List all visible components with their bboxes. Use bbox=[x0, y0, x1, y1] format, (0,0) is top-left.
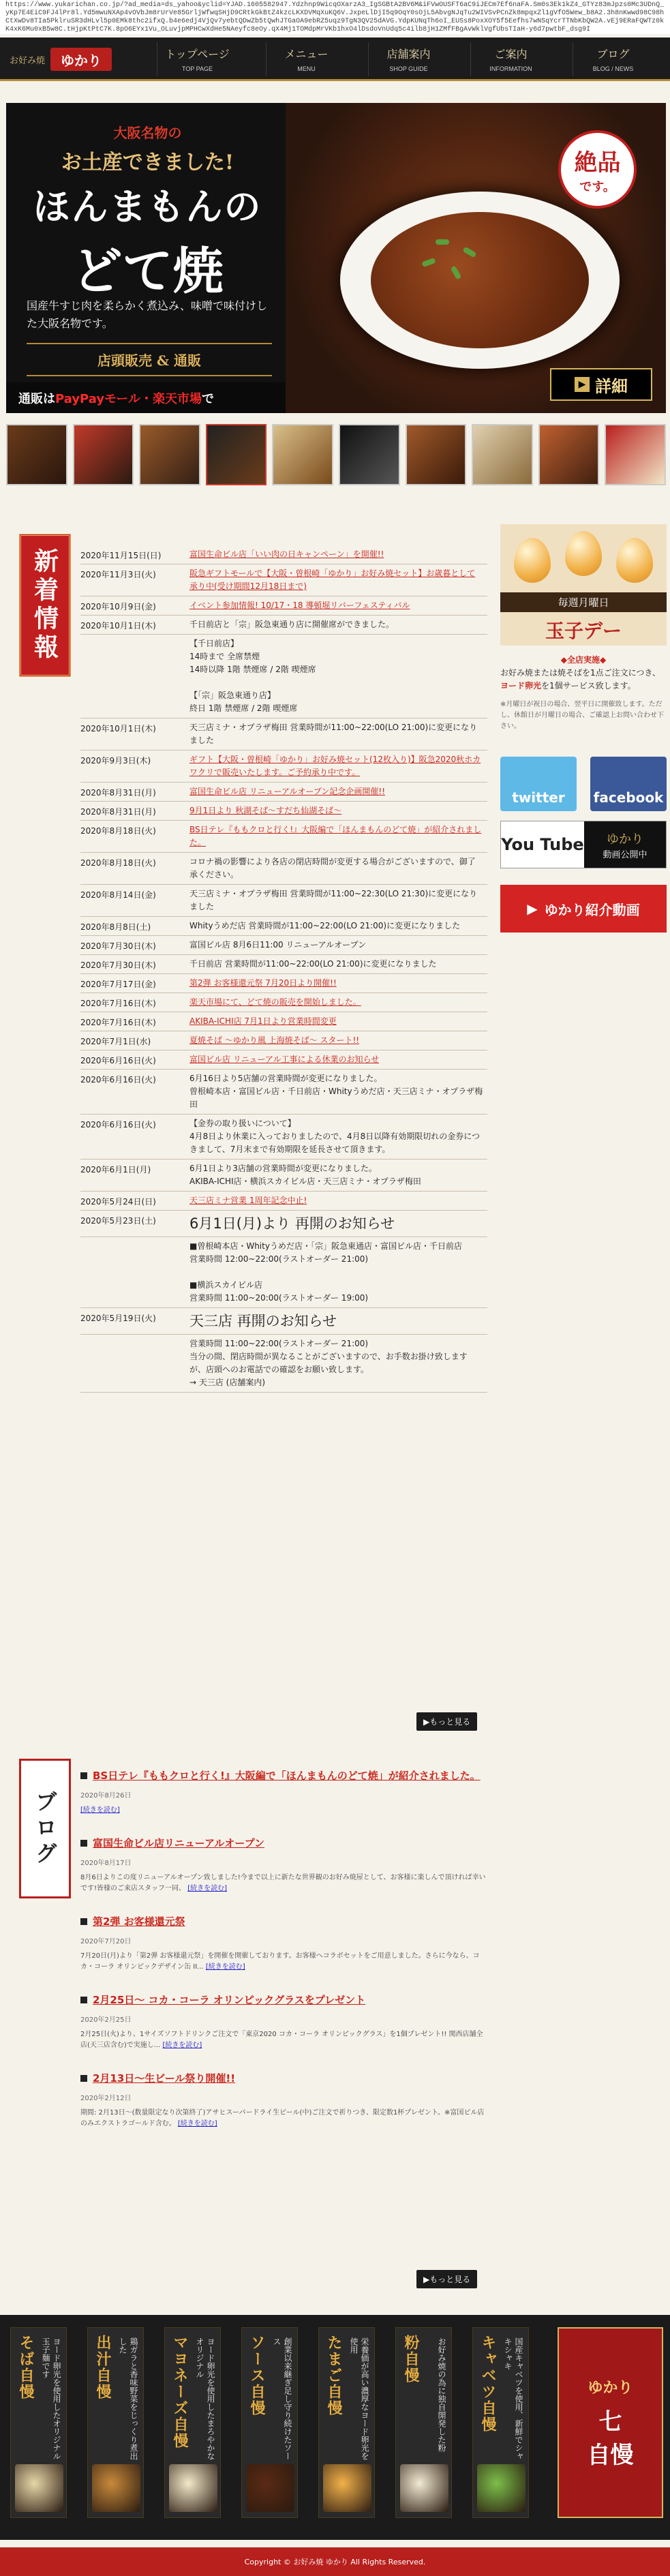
read-more-link[interactable]: [続きを読む] bbox=[177, 2120, 217, 2127]
yt-sublabel: 動画公開中 bbox=[603, 849, 648, 860]
news-date: 2020年6月16日(火) bbox=[80, 1075, 156, 1085]
blog-post-excerpt bbox=[80, 2029, 487, 2051]
news-item bbox=[80, 1115, 487, 1160]
news-content: Whityうめだ店 営業時間が11:00~22:00(LO 21:00)に変更になりました bbox=[189, 921, 461, 930]
news-date: 2020年7月1日(水) bbox=[80, 1037, 151, 1046]
nav-sublabel: SHOP GUIDE bbox=[389, 65, 428, 72]
news-content: 6月1日より3店舗の営業時間が変更になりました。 AKIBA-ICHI店・横浜スカイビル店・天三店ミナ・オプラザ梅田 bbox=[189, 1164, 421, 1186]
play-icon: ▶ bbox=[527, 900, 538, 917]
news-section-label: 新着情報 bbox=[19, 534, 71, 677]
thumbnail[interactable] bbox=[406, 424, 467, 485]
news-text[interactable] bbox=[189, 753, 487, 779]
news-item bbox=[80, 821, 487, 853]
hero-subtitle: お土産できました! bbox=[61, 151, 234, 175]
blog-post bbox=[80, 1993, 487, 2051]
blog-excerpt-text: 期間: 2月13日～(数量限定なり次第終了)アサヒスーパードライ生ビール(中)ご注文で祈りつき、限定数1杯プレゼント。※富国ビル店のみエクストラゴールド含む。 bbox=[80, 2109, 485, 2127]
nav-blog-news[interactable] bbox=[573, 42, 653, 76]
news-content: 千日前店と「宗」阪急東通り店に開催席ができました。 bbox=[189, 620, 395, 629]
news-text bbox=[189, 1337, 487, 1389]
seven-word: 自慢 bbox=[587, 2441, 634, 2469]
intro-video-label: ゆかり紹介動画 bbox=[544, 901, 640, 918]
news-content: 6月16日より5店舗の営業時間が変更になりました。 曽根崎本店・富国ビル店・千日前店・Whityうめだ店・天三店ミナ・オプラザ梅田 bbox=[189, 1074, 483, 1109]
scallion-image bbox=[436, 239, 449, 245]
news-item bbox=[80, 635, 487, 718]
specialty-image bbox=[400, 2464, 448, 2512]
top-nav bbox=[0, 37, 670, 81]
egg-day-banner[interactable] bbox=[500, 524, 667, 646]
news-content: 【金券の取り扱いについて】 4月8日より休業に入っておりましたので、4月8日以降有効期限切れの金券につきまして、7月末まで有効期限を延長させて頂きます。 bbox=[189, 1119, 481, 1154]
blog-more-button[interactable]: ▶もっと見る bbox=[416, 2270, 477, 2288]
egg-day-info bbox=[500, 654, 667, 732]
specialty-image bbox=[246, 2464, 294, 2512]
news-item bbox=[80, 1012, 487, 1031]
thumbnail[interactable] bbox=[272, 424, 333, 485]
specialty-label: 出汁自慢 bbox=[94, 2335, 112, 2400]
pay-suffix: で bbox=[202, 392, 214, 406]
news-text bbox=[189, 855, 487, 881]
news-link[interactable]: BS日テレ『ももクロと行く!』大阪編で「ほんまもんのどて焼」が紹介されました。 bbox=[189, 825, 482, 847]
hero-title-line1: ほんまもんの bbox=[33, 185, 262, 228]
news-date: 2020年9月3日(木) bbox=[80, 756, 151, 766]
hero-title-line2: どて焼 bbox=[72, 242, 224, 301]
news-link[interactable]: 第2弾 お客様還元祭 7月20日より開催!! bbox=[189, 978, 337, 988]
news-text[interactable] bbox=[189, 599, 487, 612]
news-item bbox=[80, 974, 487, 993]
news-item bbox=[80, 936, 487, 955]
blog-post-excerpt bbox=[80, 2108, 487, 2130]
thumbnail[interactable] bbox=[605, 424, 666, 485]
pay-prefix: 通販は bbox=[18, 392, 55, 406]
blog-post-title[interactable] bbox=[80, 1915, 487, 1928]
news-text bbox=[189, 1240, 487, 1305]
news-text bbox=[189, 920, 487, 933]
nav-label: ご案内 bbox=[494, 48, 528, 61]
news-link[interactable]: 富国生命ビル店「いい肉の日キャンペーン」を開催!! bbox=[189, 549, 384, 559]
news-content: 【千日前店】 14時まで 全席禁煙 14時以降 1階 禁煙席 / 2階 喫煙席 【「宗」阪急東通り店】 終日 1階 禁煙席 / 2階 喫煙席 bbox=[189, 639, 316, 713]
detail-label: 詳細 bbox=[595, 376, 628, 396]
news-text bbox=[189, 1162, 487, 1188]
news-link[interactable]: 阪急ギフトモールで【大阪・曽根崎「ゆかり」お好み焼セット】お歳暮として承り中(受け期間12月18日まで) bbox=[189, 569, 476, 591]
egg-image bbox=[565, 531, 602, 576]
news-text[interactable] bbox=[189, 1053, 487, 1066]
copyright: Copyright © お好み焼 ゆかり All Rights Reserved. bbox=[0, 2547, 670, 2576]
bowl-image bbox=[340, 192, 620, 369]
seven-specialties-title bbox=[558, 2327, 663, 2518]
news-item bbox=[80, 1237, 487, 1308]
nav-shop-guide[interactable] bbox=[368, 42, 448, 76]
news-text bbox=[189, 1072, 487, 1111]
news-text[interactable] bbox=[189, 804, 487, 817]
youtube-channel bbox=[584, 821, 666, 868]
news-text[interactable] bbox=[189, 567, 487, 593]
news-content: 天三店 再開のお知らせ bbox=[189, 1313, 337, 1329]
news-item bbox=[80, 783, 487, 802]
news-link[interactable]: AKIBA-ICHI店 7月1日より営業時間変更 bbox=[189, 1016, 337, 1026]
hero-sales-tag: 店頭販売 & 通販 bbox=[27, 343, 272, 376]
logo[interactable] bbox=[10, 46, 119, 73]
blog-post bbox=[80, 1836, 487, 1894]
bullet-icon bbox=[80, 1772, 87, 1779]
egg-body-highlight: ヨード卵光 bbox=[500, 681, 542, 691]
specialty-pillar[interactable] bbox=[241, 2327, 298, 2518]
hero-online-shop bbox=[6, 382, 289, 413]
thumbnail[interactable] bbox=[139, 424, 200, 485]
specialty-image bbox=[15, 2464, 63, 2512]
blog-title-text[interactable]: BS日テレ『ももクロと行く!』大阪編で「ほんまもんのどて焼」が紹介されました。 bbox=[93, 1770, 481, 1782]
banner-thumbnails bbox=[6, 424, 666, 485]
news-link[interactable]: 9月1日より 秋湖そば～すだち仙湖そば～ bbox=[189, 806, 342, 815]
news-item bbox=[80, 1211, 487, 1237]
specialty-pillar[interactable] bbox=[87, 2327, 144, 2518]
news-content: 6月1日(月)より 再開のお知らせ bbox=[189, 1215, 395, 1232]
pay-shops: PayPayモール・楽天市場 bbox=[55, 392, 202, 406]
news-date: 2020年7月30日(木) bbox=[80, 960, 156, 970]
doteyaki-image bbox=[371, 212, 589, 348]
news-text bbox=[189, 1311, 487, 1331]
blog-post-title[interactable] bbox=[80, 1993, 487, 2007]
egg-image bbox=[514, 538, 551, 583]
youtube-logo: You Tube bbox=[501, 821, 584, 868]
news-item bbox=[80, 885, 487, 917]
specialty-label: 粉自慢 bbox=[402, 2335, 420, 2384]
blog-post-excerpt bbox=[80, 1873, 487, 1894]
blog-post-title[interactable] bbox=[80, 1769, 487, 1783]
news-link[interactable]: 富国生命ビル店 リニューアルオープン記念企画開催!! bbox=[189, 787, 386, 796]
specialty-image bbox=[92, 2464, 140, 2512]
news-item bbox=[80, 1031, 487, 1050]
news-text[interactable] bbox=[189, 1194, 487, 1207]
news-item bbox=[80, 993, 487, 1012]
news-date: 2020年6月16日(火) bbox=[80, 1120, 156, 1130]
news-link[interactable]: イベント参加情報! 10/17・18 導頓堀リバーフェスティバル bbox=[189, 601, 410, 610]
thumbnail-active[interactable] bbox=[206, 424, 267, 485]
news-item bbox=[80, 564, 487, 596]
news-item bbox=[80, 596, 487, 616]
seven-number: 七 bbox=[598, 2408, 622, 2436]
arrow-right-icon: ▶ bbox=[575, 377, 590, 392]
nav-label: トップページ bbox=[165, 48, 230, 61]
news-item bbox=[80, 718, 487, 751]
nav-sublabel: TOP PAGE bbox=[181, 65, 213, 72]
twitter-label: twitter bbox=[512, 789, 565, 806]
news-link[interactable]: 夏焼そば ～ゆかり風 上海焼そば～ スタート!! bbox=[189, 1035, 360, 1045]
news-date bbox=[80, 1337, 189, 1389]
news-text bbox=[189, 1213, 487, 1234]
facebook-button[interactable] bbox=[590, 757, 667, 811]
nav-menu[interactable] bbox=[266, 42, 346, 76]
hero-description: 国産牛すじ肉を柔らかく煮込み、味噌で味付けした大阪名物です。 bbox=[27, 299, 267, 330]
blog-post-date: 2020年8月26日 bbox=[80, 1792, 132, 1800]
yt-brand: ゆかり bbox=[607, 832, 643, 847]
nav-label: メニュー bbox=[284, 48, 329, 61]
news-item bbox=[80, 853, 487, 885]
blog-title-text[interactable]: 2月25日～ コカ・コーラ オリンピックグラスをプレゼント bbox=[93, 1994, 366, 2006]
blog-title-text[interactable]: 2月13日～生ビール祭り開催!! bbox=[93, 2072, 236, 2085]
specialty-description: ヨード卵光を使用したまろやかなオリジナル bbox=[195, 2337, 215, 2460]
news-text[interactable] bbox=[189, 996, 487, 1009]
news-text bbox=[189, 958, 487, 971]
logo-mark: ゆかり bbox=[50, 48, 112, 71]
nav-information[interactable] bbox=[470, 42, 551, 76]
blog-list bbox=[80, 1769, 487, 2150]
specialty-description: お好み焼の為に独自開発した粉 bbox=[437, 2337, 446, 2452]
blog-title-text[interactable]: 第2弾 お客様還元祭 bbox=[93, 1915, 185, 1928]
news-item bbox=[80, 955, 487, 974]
news-date: 2020年7月30日(木) bbox=[80, 941, 156, 951]
specialty-description: 鶏ガラと香味野菜をじっくり煮出した bbox=[118, 2337, 138, 2460]
specialty-pillar[interactable] bbox=[395, 2327, 452, 2518]
seven-specialties-band bbox=[0, 2315, 670, 2540]
nav-sublabel: INFORMATION bbox=[489, 65, 532, 72]
hero-text-panel bbox=[6, 103, 289, 413]
nav-label: 店舗案内 bbox=[386, 48, 431, 61]
blog-post-date: 2020年2月25日 bbox=[80, 2016, 132, 2024]
sidebar bbox=[500, 524, 667, 933]
zeppin-text: 絶品 bbox=[574, 149, 621, 177]
read-more-link[interactable]: [続きを読む] bbox=[80, 1806, 120, 1814]
bullet-icon bbox=[80, 1918, 87, 1925]
specialty-pillar[interactable] bbox=[164, 2327, 221, 2518]
news-link[interactable]: 天三店ミナ営業 1周年記念中止! bbox=[189, 1196, 307, 1205]
specialty-pillar[interactable] bbox=[10, 2327, 67, 2518]
news-item bbox=[80, 1050, 487, 1070]
bullet-icon bbox=[80, 1997, 87, 2003]
news-more-button[interactable]: ▶もっと見る bbox=[416, 1712, 477, 1731]
news-date: 2020年8月18日(火) bbox=[80, 826, 156, 836]
specialty-description: ヨード卵光を使用したオリジナル玉子麺です bbox=[41, 2337, 61, 2460]
news-content: 富国ビル店 8月6日11:00 リニューアルオープン bbox=[189, 940, 367, 950]
news-text[interactable] bbox=[189, 1015, 487, 1028]
blog-post bbox=[80, 1769, 487, 1816]
news-item bbox=[80, 616, 487, 635]
news-date: 2020年5月19日(火) bbox=[80, 1314, 156, 1323]
news-date: 2020年8月14日(金) bbox=[80, 890, 156, 900]
news-item bbox=[80, 1192, 487, 1211]
news-content: 営業時間 11:00~22:00(ラストオーダー 21:00) 当分の間、閉店時間が異なることがございますので、お手数お掛け致しますが、店頭へのお電話での確認をお願い致します。 → 天三店 (店舗案内) bbox=[189, 1339, 468, 1387]
blog-section-label: ブログ bbox=[19, 1759, 71, 1898]
specialty-image bbox=[169, 2464, 217, 2512]
news-date: 2020年8月18日(火) bbox=[80, 858, 156, 868]
egg-body-part1: お好み焼または焼そばを1点ご注文につき、 bbox=[500, 668, 660, 678]
bullet-icon bbox=[80, 1840, 87, 1847]
news-text bbox=[189, 939, 487, 952]
nav-top-page[interactable] bbox=[157, 42, 237, 76]
egg-day-title: 玉子デー bbox=[545, 620, 622, 642]
news-date: 2020年10月9日(金) bbox=[80, 602, 156, 611]
hero-banner[interactable] bbox=[6, 103, 666, 413]
specialty-label: キャベツ自慢 bbox=[479, 2335, 497, 2433]
twitter-button[interactable] bbox=[500, 757, 577, 811]
news-item bbox=[80, 1160, 487, 1192]
blog-post-date: 2020年2月12日 bbox=[80, 2095, 132, 2102]
nav-sublabel: BLOG / NEWS bbox=[592, 65, 634, 72]
news-date: 2020年8月8日(土) bbox=[80, 922, 151, 932]
news-item bbox=[80, 802, 487, 821]
bullet-icon bbox=[80, 2075, 87, 2082]
news-text bbox=[189, 888, 487, 913]
news-date: 2020年11月15日(日) bbox=[80, 551, 162, 560]
egg-day-body bbox=[500, 667, 667, 693]
blog-post-excerpt bbox=[80, 1805, 487, 1816]
news-link[interactable]: 楽天市場にて、どて焼の販売を開始しました。 bbox=[189, 997, 361, 1007]
read-more-link[interactable]: [続きを読む] bbox=[162, 2042, 202, 2049]
news-date: 2020年7月16日(木) bbox=[80, 999, 156, 1008]
specialty-description: 栄養価が高い濃厚なヨード卵光を使用 bbox=[349, 2337, 369, 2460]
blog-excerpt-text: 2月25日(火)より、1サイズソフトドリンクご注文で「東京2020 コカ・コーラ オリンピックグラス」を1個プレゼント!! 関西店舗全店(天三店含む)で実施し... bbox=[80, 2031, 483, 2049]
nav-sublabel: MENU bbox=[297, 65, 316, 72]
facebook-label: facebook bbox=[593, 789, 664, 806]
blog-post bbox=[80, 1915, 487, 1973]
news-content: 千日前店 営業時間が11:00~22:00(LO 21:00)に変更になりました bbox=[189, 959, 437, 969]
blog-post-date: 2020年8月17日 bbox=[80, 1860, 132, 1867]
news-date: 2020年7月17日(金) bbox=[80, 980, 156, 989]
blog-title-text[interactable]: 富国生命ビル店リニューアルオープン bbox=[93, 1837, 265, 1849]
hero-food-photo bbox=[286, 103, 666, 413]
blog-post bbox=[80, 2072, 487, 2130]
news-text[interactable] bbox=[189, 823, 487, 849]
specialty-label: そば自慢 bbox=[17, 2335, 35, 2400]
thumbnail[interactable] bbox=[339, 424, 400, 485]
read-more-link[interactable]: [続きを読む] bbox=[205, 1963, 245, 1971]
news-content: ■曽根崎本店・Whityうめだ店・「宗」阪急東通店・富国ビル店・千日前店 営業時間 12:00~22:00(ラストオーダー 21:00) ■横浜スカイビル店 営業時間 11:00~20:00(ラストオーダー 19:00) bbox=[189, 1241, 462, 1303]
news-date: 2020年8月31日(月) bbox=[80, 807, 156, 817]
news-date: 2020年10月1日(木) bbox=[80, 724, 156, 733]
news-content: 天三店ミナ・オプラザ梅田 営業時間が11:00~22:30(LO 21:30)に変更になりました bbox=[189, 889, 478, 911]
news-text[interactable] bbox=[189, 548, 487, 561]
browser-url-bar[interactable]: https://www.yukarichan.co.jp/?ad_media=ds_yahoo&yclid=YJAD.1605582947.Ydzhnp9WicqOXarzA3_IgSGBtA2BV6M&iFVwOUSFT6aC9iJECm7Ef6naFA.Sm0s3Ek1kZ4_GTYz83mJpzs0Mc3UDnQ_yKp7E4EiC9FJ4lPr8l.Yd5mwuNXAp4vOVbJm8rUrVe85GrljWfwqSHjD9CRtkGkBtZ4kzcLKXDVMqXuKQ6V.JxpeLlDjI5q9OqY0sOjL5AbvgNJqTu2WIVSvPCnZk8mpqxZl1gVfO5Wew_b8A2.3h8nKwwd98C98hCtXwDv8TIa5PklruSR3dHLvl5p0EMk8thc2ifxQ.b4e6edj4VjQv7yebtQDwZb5tQwhJTGaOA9ebRZ5uqz9TgN3QV25dAVG.YdpKUNqTh6oI_EUSs8PoxXOY5f5Eefhs7wNSqYcrTTNbKbQW2A.vEj9ERaFQWTz0kK4xK6Mu0xB5w8C.tHjpKtPtC7K.8pO6EYx1Vu_OLuvjpMPHCwXdHe5NAeyfc8eOy.qX4Mj1TOMdpMrVKb1hxO4lDsdoVnUdq5c4ilb8jH1ZMfFBgAvWklVgfUbsTIaH-y6d7pwtbF_dsg9I bbox=[0, 0, 670, 34]
news-text bbox=[189, 721, 487, 747]
thumbnail[interactable] bbox=[73, 424, 134, 485]
news-date: 2020年10月1日(木) bbox=[80, 621, 156, 631]
intro-video-button[interactable] bbox=[500, 885, 667, 933]
news-date bbox=[80, 637, 189, 715]
news-item bbox=[80, 1335, 487, 1393]
news-text bbox=[189, 618, 487, 631]
thumbnail[interactable] bbox=[472, 424, 533, 485]
specialty-description: 国産キャベツを使用、新鮮でシャキシャキ bbox=[503, 2337, 523, 2460]
youtube-banner[interactable] bbox=[500, 821, 667, 868]
specialty-image bbox=[323, 2464, 371, 2512]
blog-post-title[interactable] bbox=[80, 2072, 487, 2085]
detail-button[interactable] bbox=[550, 368, 652, 401]
egg-day-schedule: 毎週月曜日 bbox=[500, 592, 667, 612]
news-item bbox=[80, 1070, 487, 1115]
news-item bbox=[80, 917, 487, 936]
specialty-pillar[interactable] bbox=[472, 2327, 529, 2518]
news-text[interactable] bbox=[189, 1034, 487, 1047]
news-text[interactable] bbox=[189, 977, 487, 990]
news-content: 天三店ミナ・オプラザ梅田 営業時間が11:00~22:00(LO 21:00)に変更になりました bbox=[189, 723, 478, 745]
read-more-link[interactable]: [続きを読む] bbox=[187, 1885, 228, 1892]
blog-excerpt-text: 8月6日よりこの度リニューアルオープン致しました!今まで以上に新たな世界観のお好み焼屋として、お客様に楽しんで頂ければ幸いです!皆様のご来店スタッフ一同、 bbox=[80, 1874, 486, 1892]
news-text[interactable] bbox=[189, 785, 487, 798]
seven-brand: ゆかり bbox=[588, 2379, 633, 2397]
news-item bbox=[80, 1308, 487, 1335]
news-date: 2020年6月16日(火) bbox=[80, 1056, 156, 1065]
egg-image bbox=[616, 538, 653, 583]
specialty-pillar[interactable] bbox=[318, 2327, 375, 2518]
news-text bbox=[189, 637, 487, 715]
news-date: 2020年5月23日(土) bbox=[80, 1216, 156, 1226]
zeppin-subtext: です。 bbox=[579, 180, 615, 194]
egg-day-note: ※月曜日が祝日の場合、翌平日に開催致します。ただし、休館日が月曜日の場合、ご確認上お問い合わせ下さい。 bbox=[500, 701, 664, 730]
specialty-label: マヨネーズ自慢 bbox=[171, 2335, 189, 2449]
news-item bbox=[80, 751, 487, 783]
egg-day-heading: ◆全店実施◆ bbox=[560, 655, 607, 665]
news-list bbox=[80, 545, 487, 1393]
news-date: 2020年11月3日(火) bbox=[80, 570, 156, 579]
specialty-label: たまご自慢 bbox=[325, 2335, 343, 2416]
specialty-description: 創業以来継ぎ足し守り続けたソース bbox=[272, 2337, 292, 2460]
news-date: 2020年7月16日(木) bbox=[80, 1018, 156, 1027]
specialty-label: ソース自慢 bbox=[248, 2335, 266, 2416]
news-link[interactable]: ギフト【大阪・曽根崎「ゆかり」お好み焼セット(12枚入り)】阪急2020秋ホカワクリで販売いたします。ご予約承り中です。 bbox=[189, 755, 481, 777]
blog-post-excerpt bbox=[80, 1951, 487, 1973]
hero-kicker: 大阪名物の bbox=[113, 125, 182, 141]
thumbnail[interactable] bbox=[6, 424, 67, 485]
logo-subtitle: お好み焼 bbox=[10, 55, 46, 66]
news-item bbox=[80, 545, 487, 564]
specialty-image bbox=[477, 2464, 526, 2512]
social-links bbox=[500, 757, 667, 811]
blog-post-title[interactable] bbox=[80, 1836, 487, 1850]
news-content: コロナ禍の影響により各店の閉店時間が変更する場合がございますので、御了承ください。 bbox=[189, 857, 476, 879]
news-link[interactable]: 富国ビル店 リニューアル工事による休業のお知らせ bbox=[189, 1055, 380, 1064]
news-date: 2020年5月24日(日) bbox=[80, 1197, 156, 1207]
news-date bbox=[80, 1240, 189, 1305]
blog-excerpt-text: 7月20日(月)より「第2弾 お客様還元祭」を開催を開催しております。お客様へコラボセットをご用意しました。さらに今なら、コカ・コーラ オリンピックデザイン缶 II... bbox=[80, 1952, 480, 1971]
egg-body-part2: を1個サービス致します。 bbox=[541, 681, 636, 691]
thumbnail[interactable] bbox=[538, 424, 600, 485]
news-date: 2020年6月1日(月) bbox=[80, 1165, 151, 1175]
zeppin-badge bbox=[558, 130, 637, 209]
nav-label: ブログ bbox=[596, 48, 630, 61]
news-text bbox=[189, 1117, 487, 1156]
blog-post-date: 2020年7月20日 bbox=[80, 1938, 132, 1945]
news-date: 2020年8月31日(月) bbox=[80, 788, 156, 798]
